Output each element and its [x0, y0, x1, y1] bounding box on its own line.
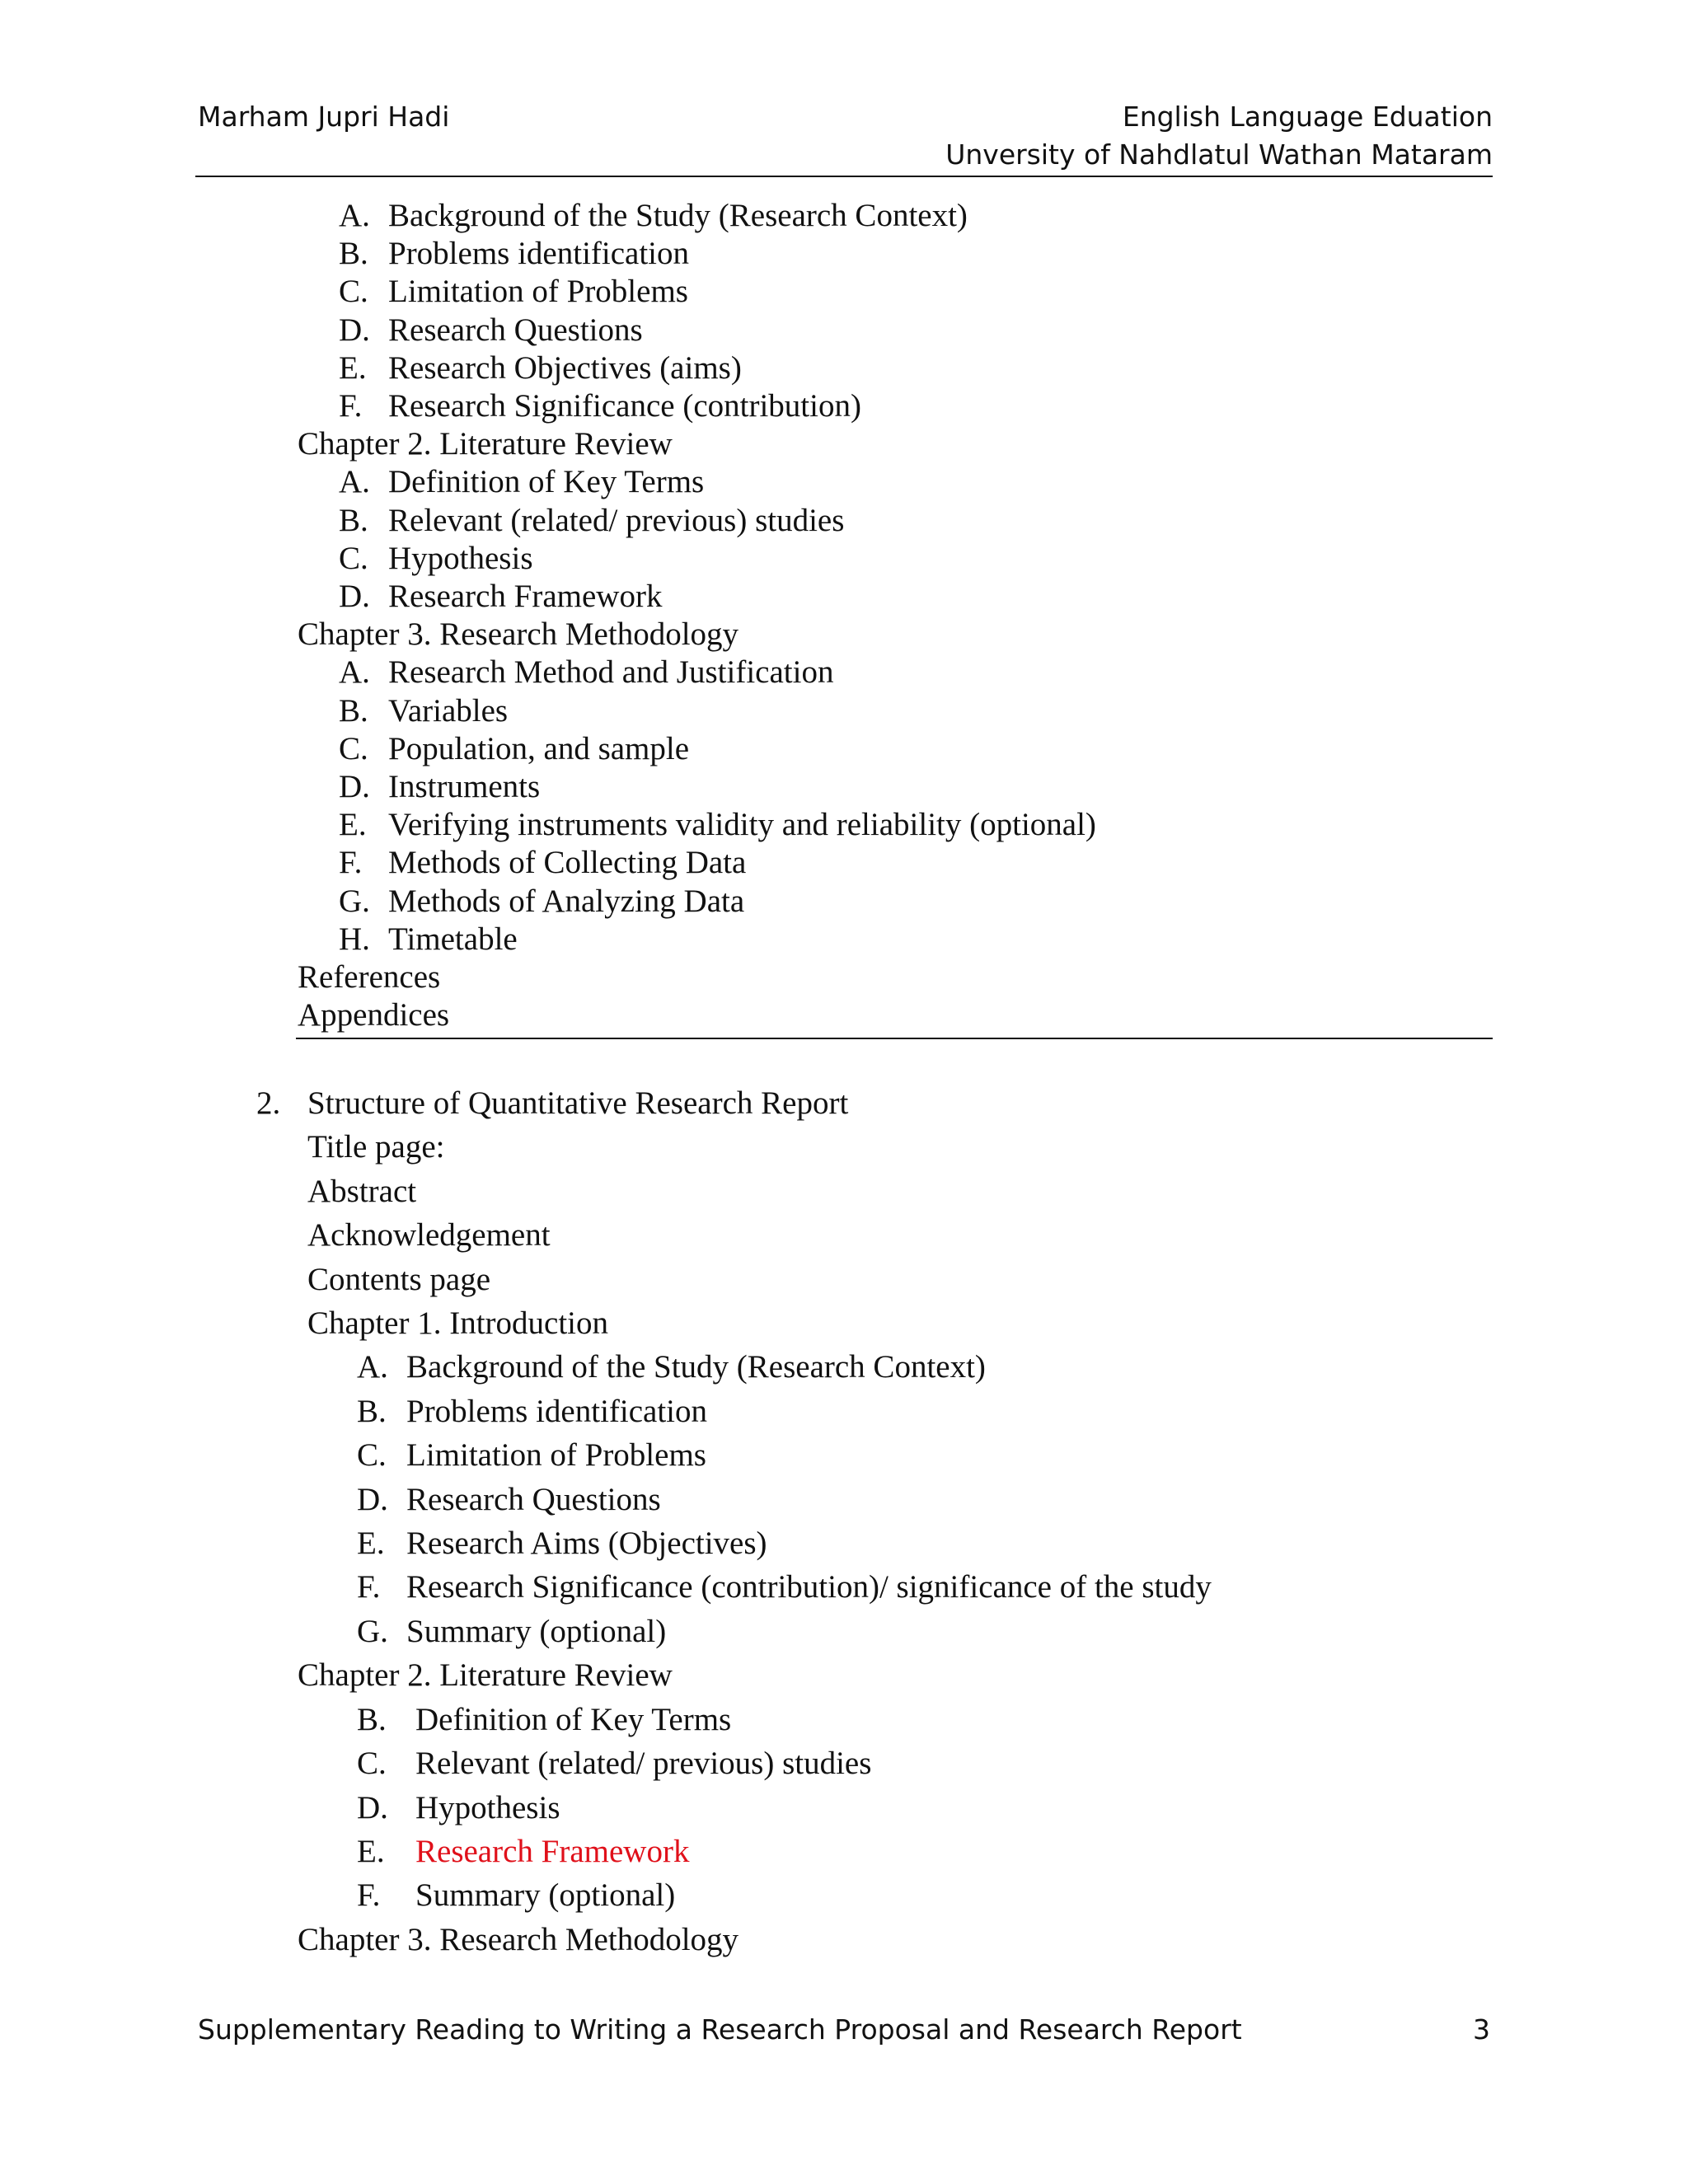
list-item: F. Summary (optional)	[357, 1877, 676, 1914]
list-item: B. Problems identification	[339, 236, 690, 272]
list-item: F. Research Significance (contribution)/ significance of the study	[357, 1569, 1212, 1605]
list-item: E. Verifying instruments validity and reliability (optional)	[339, 807, 1096, 843]
list-item: F. Research Significance (contribution)	[339, 388, 861, 424]
header-department: English Language Eduation	[1122, 101, 1493, 133]
header-author: Marham Jupri Hadi	[198, 101, 450, 133]
list-item: C. Population, and sample	[339, 730, 690, 766]
list-item: A. Definition of Key Terms	[339, 464, 705, 500]
report-outline	[0, 1081, 1212, 1961]
list-item: D. Instruments	[339, 769, 541, 805]
list-item: B. Definition of Key Terms	[357, 1701, 732, 1737]
list-item: H. Timetable	[339, 921, 518, 957]
list-item: F. Methods of Collecting Data	[339, 845, 747, 881]
list-item: A. Background of the Study (Research Context)	[339, 198, 968, 233]
section-heading: 2. Structure of Quantitative Research Report	[256, 1085, 849, 1121]
highlighted-text: Research Framework	[415, 1833, 690, 1869]
chapter-heading: Chapter 3. Research Methodology	[298, 1921, 739, 1957]
references-heading: References	[298, 959, 441, 996]
proposal-outline	[0, 197, 1096, 1034]
list-item: B. Relevant (related/ previous) studies	[339, 502, 845, 538]
list-item: B. Variables	[339, 692, 509, 729]
list-item: D. Hypothesis	[357, 1789, 560, 1825]
appendices-heading: Appendices	[298, 997, 450, 1033]
list-item: A. Research Method and Justification	[339, 654, 834, 691]
header-affiliation	[945, 98, 1493, 174]
list-item: E. Research Objectives (aims)	[339, 349, 742, 386]
chapter-heading: Chapter 2. Literature Review	[298, 1657, 673, 1694]
list-item: C. Limitation of Problems	[339, 274, 688, 310]
list-item: G. Methods of Analyzing Data	[339, 883, 745, 919]
header-university: Unversity of Nahdlatul Wathan Mataram	[945, 138, 1493, 171]
list-item: G. Summary (optional)	[357, 1613, 667, 1649]
list-item: C. Hypothesis	[339, 540, 533, 576]
list-item: A. Background of the Study (Research Context)	[357, 1349, 986, 1385]
list-item: E. Research Aims (Objectives)	[357, 1526, 767, 1562]
page-number: 3	[1473, 2013, 1490, 2046]
list-item-highlighted: E. Research Framework	[357, 1833, 690, 1869]
list-item: D. Research Questions	[339, 312, 643, 348]
front-matter-item: Title page:	[307, 1129, 445, 1165]
list-item: D. Research Framework	[339, 579, 663, 615]
list-item: B. Problems identification	[357, 1393, 708, 1429]
front-matter-item: Acknowledgement	[307, 1217, 551, 1254]
front-matter-item: Abstract	[307, 1173, 417, 1209]
header-divider	[195, 176, 1493, 177]
section-divider	[296, 1038, 1493, 1039]
list-item: D. Research Questions	[357, 1481, 661, 1517]
list-item: C. Limitation of Problems	[357, 1437, 706, 1474]
list-item: C. Relevant (related/ previous) studies	[357, 1746, 872, 1782]
chapter-heading: Chapter 1. Introduction	[307, 1305, 608, 1342]
chapter-heading: Chapter 2. Literature Review	[298, 426, 673, 462]
footer-title: Supplementary Reading to Writing a Research Proposal and Research Report	[198, 2013, 1242, 2046]
chapter-heading: Chapter 3. Research Methodology	[298, 616, 739, 653]
front-matter-item: Contents page	[307, 1261, 491, 1297]
